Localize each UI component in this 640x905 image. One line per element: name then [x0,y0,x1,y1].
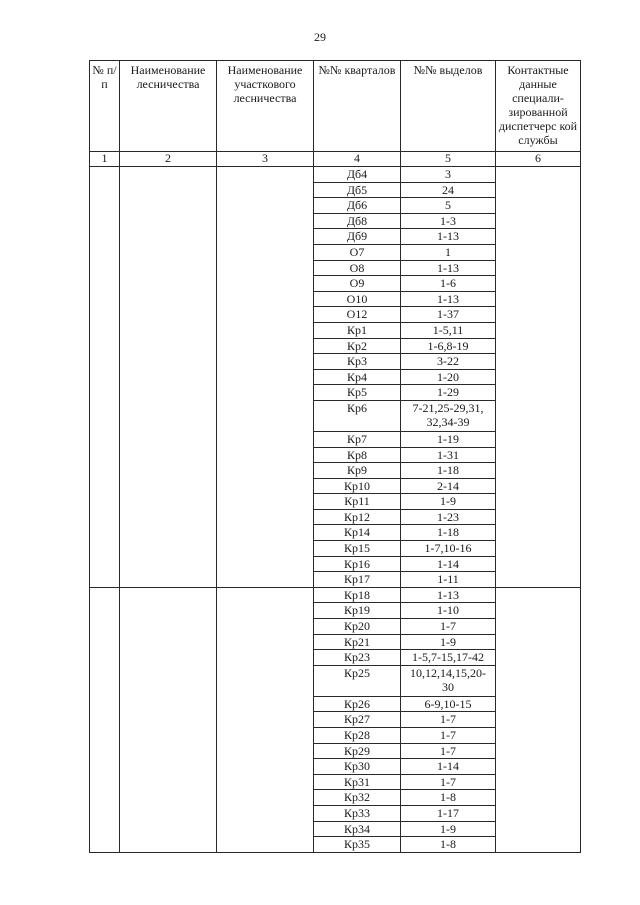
allotment-cell: 1-9 [401,821,496,837]
quarter-cell: Дб4 [314,167,401,183]
column-number: 3 [217,152,314,167]
header-forestry: Наименование лесничества [120,61,217,152]
allotment-cell: 1-31 [401,447,496,463]
allotment-cell: 1-8 [401,837,496,853]
allotment-cell: 1-37 [401,307,496,323]
allotment-cell: 1-29 [401,385,496,401]
column-number: 1 [90,152,120,167]
row-number-cell [90,587,120,852]
quarter-cell: Кр29 [314,743,401,759]
forestry-cell [120,587,217,852]
district-forestry-cell [217,587,314,852]
quarter-cell: Кр32 [314,790,401,806]
allotment-cell: 1-9 [401,634,496,650]
allotment-cell: 1-13 [401,229,496,245]
table-body [90,167,581,853]
quarter-cell: Кр16 [314,556,401,572]
allotment-cell: 1-20 [401,369,496,385]
quarter-cell: Кр2 [314,338,401,354]
allotment-cell: 1-9 [401,494,496,510]
quarter-cell: Кр27 [314,712,401,728]
quarter-cell: Кр5 [314,385,401,401]
allotment-cell: 1-19 [401,431,496,447]
quarter-cell: Кр28 [314,728,401,744]
forestry-cell [120,167,217,588]
allotment-cell: 1-5,7-15,17-42 [401,650,496,666]
allotment-cell: 1-5,11 [401,322,496,338]
quarter-cell: Кр4 [314,369,401,385]
header-row [90,61,581,152]
quarter-cell: Кр34 [314,821,401,837]
contact-cell [496,167,581,588]
quarter-cell: О9 [314,276,401,292]
allotment-cell: 1-13 [401,260,496,276]
quarter-cell: Кр30 [314,759,401,775]
allotment-cell: 1-6,8-19 [401,338,496,354]
quarter-cell: Кр21 [314,634,401,650]
allotment-cell: 1-3 [401,213,496,229]
allotment-cell: 5 [401,198,496,214]
allotment-cell: 1-13 [401,291,496,307]
district-forestry-cell [217,167,314,588]
allotment-cell: 1-7 [401,712,496,728]
quarter-cell: Кр6 [314,400,401,431]
allotment-cell: 1-7 [401,743,496,759]
quarter-cell: О7 [314,244,401,260]
column-number: 4 [314,152,401,167]
header-contact: Контактные данные специали-зированной диспетчерс кой службы [496,61,581,152]
allotment-cell: 1-7 [401,728,496,744]
header-district-forestry: Наименование участкового лесничества [217,61,314,152]
allotment-cell: 1-7 [401,619,496,635]
allotment-cell: 1-8 [401,790,496,806]
allotment-cell: 1-10 [401,603,496,619]
allotment-cell: 3-22 [401,354,496,370]
quarter-cell: О10 [314,291,401,307]
allotment-cell: 1-14 [401,556,496,572]
allotment-cell: 1-13 [401,587,496,603]
allotment-cell: 1-14 [401,759,496,775]
quarter-cell: Кр23 [314,650,401,666]
quarter-cell: Дб9 [314,229,401,245]
quarter-cell: Дб5 [314,182,401,198]
allotment-cell: 6-9,10-15 [401,696,496,712]
quarter-cell: Кр9 [314,463,401,479]
quarter-cell: Кр20 [314,619,401,635]
allotment-cell: 1-6 [401,276,496,292]
quarter-cell: Кр12 [314,509,401,525]
allotment-cell: 1-7 [401,774,496,790]
quarter-cell: Кр1 [314,322,401,338]
quarter-cell: Кр8 [314,447,401,463]
column-number-row [90,152,581,167]
column-number: 6 [496,152,581,167]
allotment-cell: 2-14 [401,478,496,494]
allotment-cell: 10,12,14,15,20- 30 [401,665,496,696]
column-number: 5 [401,152,496,167]
quarter-cell: Кр26 [314,696,401,712]
allotment-cell: 24 [401,182,496,198]
quarter-cell: О12 [314,307,401,323]
allotment-cell: 1-18 [401,463,496,479]
quarter-cell: Кр17 [314,572,401,588]
allotment-cell: 3 [401,167,496,183]
allotment-cell: 1-17 [401,805,496,821]
page-number: 29 [314,30,326,44]
contact-cell [496,587,581,852]
table-row [90,587,581,603]
header-no: № п/п [90,61,120,152]
quarter-cell: Кр3 [314,354,401,370]
quarter-cell: Кр7 [314,431,401,447]
quarter-cell: Кр14 [314,525,401,541]
quarter-cell: Кр18 [314,587,401,603]
quarter-cell: Кр35 [314,837,401,853]
quarter-cell: Кр19 [314,603,401,619]
quarter-cell: Кр11 [314,494,401,510]
quarter-cell: О8 [314,260,401,276]
allotment-cell: 1 [401,244,496,260]
quarter-cell: Кр15 [314,541,401,557]
allotment-cell: 1-23 [401,509,496,525]
quarter-cell: Дб8 [314,213,401,229]
allotment-cell: 1-7,10-16 [401,541,496,557]
allotment-cell: 1-11 [401,572,496,588]
allotment-cell: 1-18 [401,525,496,541]
forestry-table [89,60,581,853]
header-allotments: №№ выделов [401,61,496,152]
quarter-cell: Кр33 [314,805,401,821]
quarter-cell: Дб6 [314,198,401,214]
column-number: 2 [120,152,217,167]
quarter-cell: Кр10 [314,478,401,494]
quarter-cell: Кр31 [314,774,401,790]
header-quarters: №№ кварталов [314,61,401,152]
table-row [90,167,581,183]
quarter-cell: Кр25 [314,665,401,696]
row-number-cell [90,167,120,588]
allotment-cell: 7-21,25-29,31, 32,34-39 [401,400,496,431]
